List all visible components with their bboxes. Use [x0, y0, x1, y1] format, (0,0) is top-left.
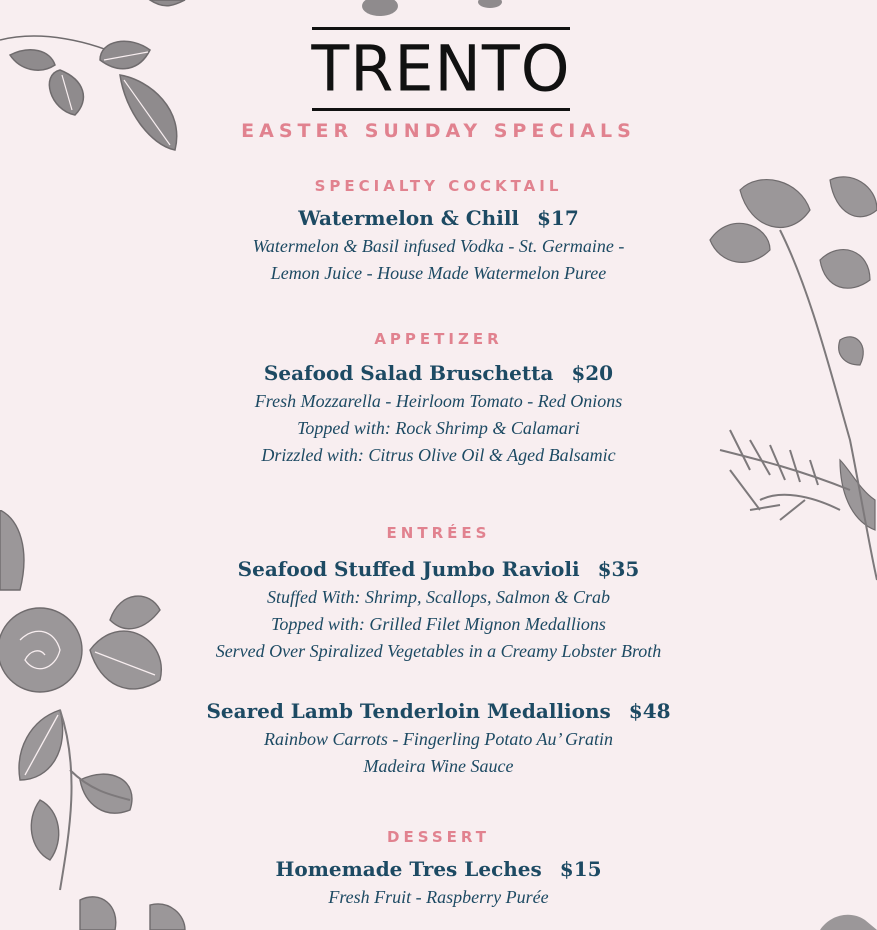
description-line: Watermelon & Basil infused Vodka - St. Germaine -: [252, 236, 625, 256]
item-price: $20: [571, 361, 614, 385]
description-line: Fresh Fruit - Raspberry Purée: [328, 887, 549, 907]
menu-item-tres-leches: [0, 857, 877, 881]
item-description: [0, 726, 877, 780]
description-line: Topped with: Rock Shrimp & Calamari: [297, 418, 580, 438]
description-line: Madeira Wine Sauce: [363, 756, 514, 776]
item-price: $17: [537, 206, 579, 230]
description-line: Topped with: Grilled Filet Mignon Medallions: [271, 614, 606, 634]
menu-item-watermelon-chill: [0, 206, 877, 230]
description-line: Served Over Spiralized Vegetables in a Creamy Lobster Broth: [215, 641, 662, 661]
restaurant-logo: [312, 27, 570, 111]
item-price: $35: [597, 557, 640, 581]
item-description: [0, 388, 877, 469]
menu-item-jumbo-ravioli: [0, 557, 877, 581]
menu-subtitle: EASTER SUNDAY SPECIALS: [241, 120, 636, 142]
menu-item-lamb-tenderloin: [0, 699, 877, 723]
item-name: Watermelon & Chill: [298, 206, 520, 230]
item-price: $48: [628, 699, 671, 723]
item-name: Homemade Tres Leches: [275, 857, 542, 881]
item-description: [0, 884, 877, 911]
item-price: $15: [559, 857, 602, 881]
description-line: Rainbow Carrots - Fingerling Potato Au’ Gratin: [263, 729, 613, 749]
description-line: Lemon Juice - House Made Watermelon Puree: [270, 263, 607, 283]
logo-text: TRENTO: [311, 31, 571, 106]
description-line: Fresh Mozzarella - Heirloom Tomato - Red Onions: [254, 391, 623, 411]
description-line: Stuffed With: Shrimp, Scallops, Salmon & Crab: [266, 587, 610, 607]
item-description: [0, 584, 877, 665]
item-name: Seafood Stuffed Jumbo Ravioli: [237, 557, 580, 581]
item-description: [0, 233, 877, 287]
section-heading-dessert: DESSERT: [387, 828, 490, 846]
section-heading-appetizer: APPETIZER: [374, 330, 503, 348]
item-name: Seared Lamb Tenderloin Medallions: [206, 699, 611, 723]
menu-item-seafood-bruschetta: [0, 361, 877, 385]
section-heading-entrees: ENTRÉES: [386, 524, 491, 542]
description-line: Drizzled with: Citrus Olive Oil & Aged Balsamic: [261, 445, 616, 465]
floral-illustration-top-left: [0, 0, 200, 170]
item-name: Seafood Salad Bruschetta: [263, 361, 554, 385]
floral-illustration-top-center: [310, 0, 510, 20]
section-heading-cocktail: SPECIALTY COCKTAIL: [314, 177, 563, 195]
